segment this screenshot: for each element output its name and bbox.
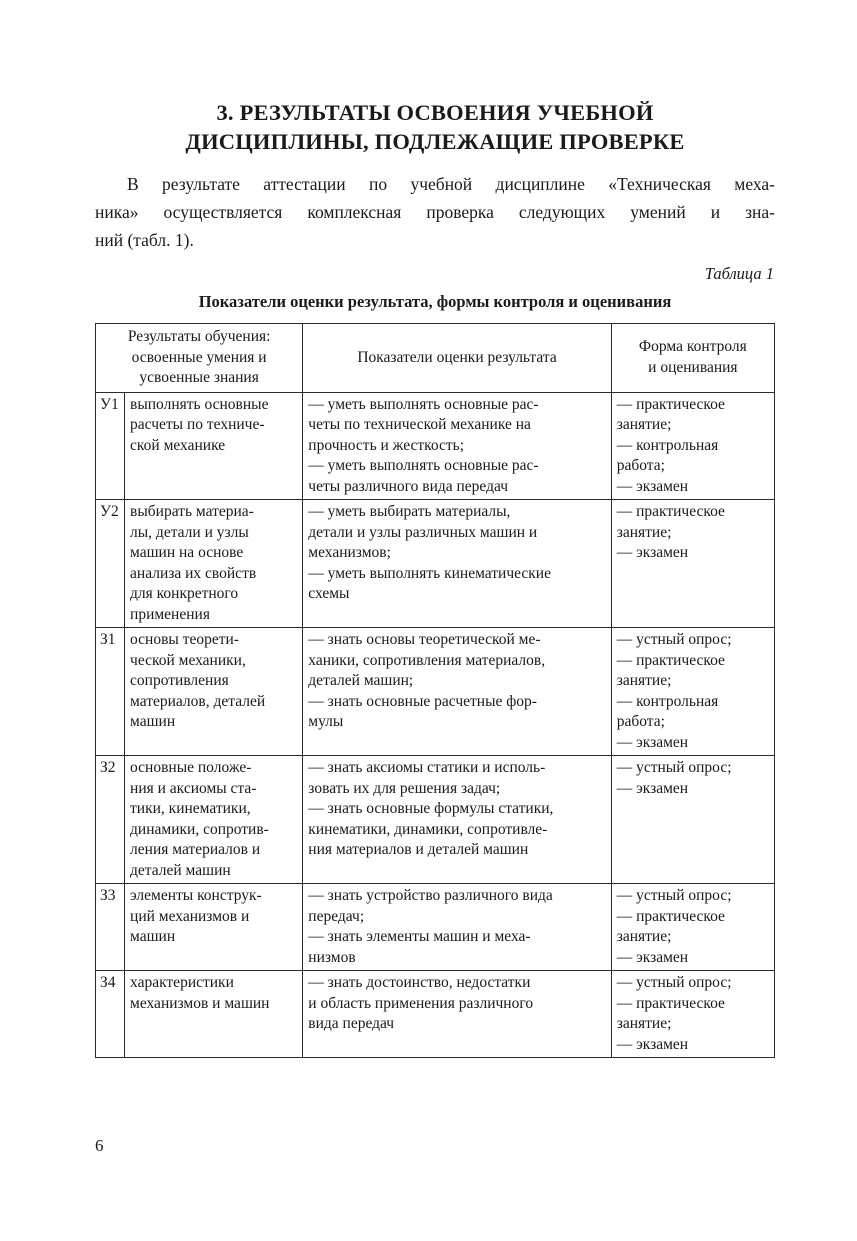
row-form-line: — устный опрос;	[616, 887, 732, 904]
header-line: освоенные умения и	[131, 348, 267, 366]
row-indicators-line: — уметь выбирать материалы,	[308, 503, 511, 520]
section-title-line: 3. РЕЗУЛЬТАТЫ ОСВОЕНИЯ УЧЕБНОЙ	[216, 100, 654, 125]
row-skill-line: применения	[130, 605, 210, 623]
row-skill-line: машин на основе	[130, 544, 244, 561]
row-indicators-line: зовать их для решения задач;	[308, 779, 501, 797]
row-indicators-line: — знать аксиомы статики и исполь-	[308, 759, 546, 776]
row-form	[611, 500, 774, 628]
row-form-line: — практическое	[616, 651, 725, 669]
row-skill-line: динамики, сопротив-	[130, 820, 269, 838]
header-line: Результаты обучения:	[127, 328, 271, 345]
row-form	[611, 884, 774, 971]
row-skill-line: механизмов и машин	[130, 994, 270, 1012]
row-indicators-line: вида передач	[308, 1015, 395, 1032]
row-form-line: — устный опрос;	[616, 759, 732, 776]
row-skill-line: элементы конструк-	[130, 887, 262, 904]
row-form	[611, 971, 774, 1058]
row-form-line: занятие;	[616, 672, 672, 689]
row-indicators-line: механизмов;	[308, 544, 391, 561]
row-code: З3	[96, 884, 125, 971]
header-indicators	[303, 324, 611, 393]
row-form-line: — экзамен	[616, 733, 689, 751]
row-skill-line: ления материалов и	[130, 841, 261, 858]
row-skill-line: основы теорети-	[130, 631, 239, 648]
row-indicators-line: передач;	[308, 907, 365, 925]
row-indicators-line: прочность и жесткость;	[308, 436, 465, 454]
row-form-line: — экзамен	[616, 1035, 689, 1053]
table-header-row	[96, 324, 775, 393]
table-row	[96, 756, 775, 884]
intro-paragraph	[95, 170, 775, 254]
row-form-line: — контрольная	[616, 436, 719, 454]
header-line: Форма контроля	[638, 338, 747, 356]
row-code: З4	[96, 971, 125, 1058]
row-skill-line: выбирать материа-	[130, 503, 254, 520]
row-skill-line: сопротивления	[130, 672, 229, 689]
results-table	[95, 323, 775, 1058]
row-form-line: — практическое	[616, 503, 725, 520]
header-form	[611, 324, 774, 393]
table-row	[96, 884, 775, 971]
table-row	[96, 628, 775, 756]
row-indicators-line: схемы	[308, 585, 350, 602]
row-code: З2	[96, 756, 125, 884]
row-skill-line: машин	[130, 928, 176, 945]
row-indicators	[303, 500, 611, 628]
row-form-line: занятие;	[616, 416, 672, 433]
row-form-line: работа;	[616, 713, 665, 730]
header-line: и оценивания	[648, 358, 738, 376]
row-form-line: — устный опрос;	[616, 974, 732, 991]
row-form-line: занятие;	[616, 928, 672, 945]
row-form-line: — устный опрос;	[616, 631, 732, 648]
row-skill-line: ния и аксиомы ста-	[130, 779, 257, 797]
row-skill-line: ций механизмов и	[130, 907, 250, 925]
row-form-line: — экзамен	[616, 779, 689, 797]
row-form	[611, 392, 774, 500]
row-indicators-line: и область применения различного	[308, 994, 534, 1012]
row-skill-line: характеристики	[130, 974, 234, 991]
row-skill-line: выполнять основные	[130, 395, 269, 413]
row-indicators-line: — знать основы теоретической ме-	[308, 631, 541, 648]
row-indicators-line: — уметь выполнять основные рас-	[308, 395, 539, 413]
row-indicators-line: — знать достоинство, недостатки	[308, 974, 531, 991]
row-indicators-line: — знать основные расчетные фор-	[308, 692, 537, 710]
row-indicators-line: — уметь выполнять кинематические	[308, 564, 551, 582]
row-skill	[125, 392, 303, 500]
row-code: У2	[96, 500, 125, 628]
row-skill-line: тики, кинематики,	[130, 800, 251, 817]
row-form-line: — практическое	[616, 907, 725, 925]
row-form-line: — практическое	[616, 994, 725, 1012]
row-indicators-line: мулы	[308, 713, 344, 730]
row-skill-line: для конкретного	[130, 585, 239, 602]
row-form-line: работа;	[616, 457, 665, 474]
row-form-line: — практическое	[616, 395, 725, 413]
header-results	[96, 324, 303, 393]
section-title-line: ДИСЦИПЛИНЫ, ПОДЛЕЖАЩИЕ ПРОВЕРКЕ	[185, 129, 685, 154]
intro-line: ника» осуществляется комплексная проверка следующих умений и зна-	[95, 202, 775, 222]
row-indicators-line: четы различного вида передач	[308, 477, 509, 495]
row-skill	[125, 971, 303, 1058]
row-form-line: — контрольная	[616, 692, 719, 710]
table-row	[96, 392, 775, 500]
row-form	[611, 628, 774, 756]
row-indicators	[303, 971, 611, 1058]
row-skill-line: деталей машин	[130, 861, 231, 879]
row-skill	[125, 884, 303, 971]
row-code: З1	[96, 628, 125, 756]
row-code: У1	[96, 392, 125, 500]
row-form-line: — экзамен	[616, 948, 689, 966]
row-indicators-line: — знать устройство различного вида	[308, 887, 553, 904]
row-skill-line: лы, детали и узлы	[130, 523, 249, 541]
row-indicators-line: ханики, сопротивления материалов,	[308, 651, 546, 669]
intro-line: ний (табл. 1).	[95, 230, 194, 250]
header-line: Показатели оценки результата	[357, 348, 557, 366]
row-indicators	[303, 392, 611, 500]
row-indicators-line: — знать основные формулы статики,	[308, 800, 554, 817]
row-skill	[125, 756, 303, 884]
row-skill-line: анализа их свойств	[130, 564, 257, 582]
row-indicators-line: четы по технической механике на	[308, 416, 531, 433]
row-indicators	[303, 884, 611, 971]
row-skill-line: машин	[130, 713, 176, 730]
row-form-line: — экзамен	[616, 477, 689, 495]
row-form	[611, 756, 774, 884]
table-caption: Показатели оценки результата, формы контроля и оценивания	[198, 292, 672, 311]
row-indicators-line: деталей машин;	[308, 672, 414, 689]
row-indicators-line: кинематики, динамики, сопротивле-	[308, 820, 548, 838]
row-indicators-line: ния материалов и деталей машин	[308, 841, 529, 858]
table-row	[96, 971, 775, 1058]
table-number-label: Таблица 1	[704, 264, 774, 283]
table-row	[96, 500, 775, 628]
row-indicators-line: детали и узлы различных машин и	[308, 523, 538, 541]
header-line: усвоенные знания	[139, 369, 259, 386]
row-form-line: занятие;	[616, 523, 672, 541]
row-form-line: — экзамен	[616, 544, 689, 561]
row-indicators-line: — знать элементы машин и меха-	[308, 928, 531, 945]
row-indicators-line: — уметь выполнять основные рас-	[308, 457, 539, 474]
table-body	[96, 392, 775, 1058]
row-skill	[125, 500, 303, 628]
row-skill-line: материалов, деталей	[130, 692, 266, 710]
row-skill-line: ской механике	[130, 436, 226, 454]
intro-line: В результате аттестации по учебной дисциплине «Техническая меха-	[127, 174, 775, 194]
page-number: 6	[95, 1136, 104, 1155]
row-indicators-line: низмов	[308, 948, 356, 966]
row-indicators	[303, 628, 611, 756]
row-skill-line: основные положе-	[130, 759, 252, 776]
section-title	[95, 98, 775, 156]
row-skill-line: ческой механики,	[130, 651, 246, 669]
row-skill-line: расчеты по техниче-	[130, 416, 265, 433]
row-skill	[125, 628, 303, 756]
row-indicators	[303, 756, 611, 884]
row-form-line: занятие;	[616, 1015, 672, 1032]
